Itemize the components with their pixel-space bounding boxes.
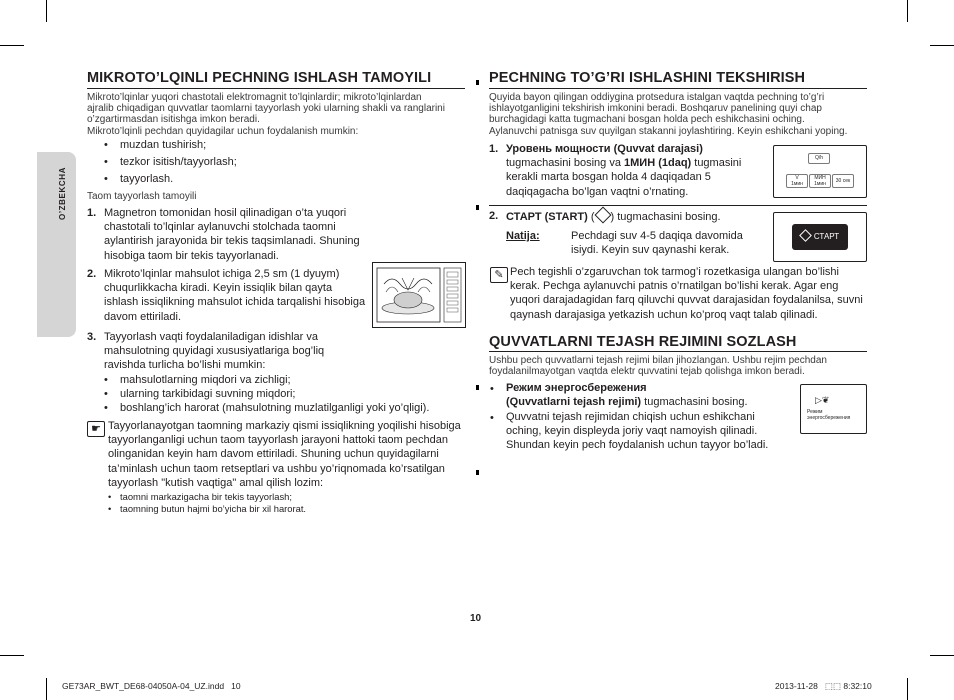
language-side-tab <box>37 152 76 337</box>
center-tick <box>476 80 479 85</box>
crop-mark <box>46 678 47 700</box>
step-text: Уровень мощности (Quvvat darajasi) tugmachasini bosing va 1МИН (1daq) tugmasini kerakli marta bosgan holda 4 daqiqadan 5 daqiqagacha bo’lgan vaqtni o’rnating. <box>506 143 742 198</box>
pointing-hand-icon: ☛ <box>87 421 105 437</box>
center-tick <box>476 385 479 390</box>
power-saving-panel <box>800 384 867 434</box>
power-saving-intro: Ushbu pech quvvatlarni tejash rejimi bilan jihozlangan. Ushbu rejim pechdan foydalanilmayotgan vaqtda elektr quvvatini tejab qolishga imkon beradi. <box>489 355 827 378</box>
note-bullet-item: taomning butun hajmi bo’yicha bir xil harorat. <box>120 503 307 514</box>
heading-rule <box>87 88 465 89</box>
thirty-sec-button[interactable]: 30 сек <box>832 174 854 188</box>
factor-bullet: • <box>104 388 108 400</box>
footer-right: 2013-11-28 ⬚⬚ 8:32:10 <box>775 681 872 691</box>
power-bullet: • <box>490 412 494 424</box>
factor-item: boshlang’ich harorat (mahsulotning muzlatilganligi yoki yo’qligi). <box>120 402 430 414</box>
note-text: Tayyorlanayotgan taomning markaziy qismi issiqlikning yoqilishi hisobiga tayyorlanganligi uchun taom tayyorlash jarayoni hattoki taom pechdan olinganidan keyin ham davom ettiriladi. Shuning uchun quyidagilarni ta’minlash uchun taom retseptlari va ushbu yo’riqnomada ko’rsatilgan tayyorlash "kutish vaqtiga" amal qilish lozim: <box>108 420 461 489</box>
step-number: 2. <box>87 268 97 280</box>
power-bullet: • <box>490 383 494 395</box>
start-button[interactable]: СТАРТ <box>792 224 848 250</box>
crop-mark <box>907 678 908 700</box>
page-number: 10 <box>470 613 482 624</box>
start-diamond-icon <box>799 229 812 242</box>
leaf-icon: ▷❦ <box>815 395 830 405</box>
note-text: Pech tegishli o’zgaruvchan tok tarmog’i rozetkasiga ulangan bo’lishi kerak. Pechga aylanuvchi patnis o’rnatilgan bo’lishi kerak. Agar eng yuqori darajadagidan farq qiluvchi quvvat darajasidan foydalanilsa, suvni qaynash darajasiga yetkazish uchun ko’proq vaqt talab qilinadi. <box>510 266 863 321</box>
factor-bullet: • <box>104 374 108 386</box>
crop-mark <box>0 45 24 46</box>
footer-left: GE73AR_BWT_DE68-04050A-04_UZ.indd 10 <box>62 681 241 691</box>
crop-mark <box>46 0 47 22</box>
one-min-button-b[interactable]: MИН 1мин <box>809 174 831 188</box>
use-item: tezkor isitish/tayyorlash; <box>120 156 237 168</box>
factor-bullet: • <box>104 402 108 414</box>
step-text: Magnetron tomonidan hosil qilinadigan o’ta yuqori chastotali to’lqinlar aylanuvchi stolchada taomni aylantirish jarayonida bir tekis taqsimlanadi. Shuning hisobiga taom bir tekis tayyorlanadi. <box>104 207 360 262</box>
one-min-button-a[interactable]: V 1мин <box>786 174 808 188</box>
step-text: Mikroto’lqinlar mahsulot ichiga 2,5 sm (1 dyuym) chuqurlikkacha kiradi. Keyin issiqlik bilan qayta ishlash issiqlikning mahsulot ichida tarqalishi hisobiga davom ettiriladi. <box>104 268 366 323</box>
start-panel <box>773 212 867 262</box>
factor-item: ularning tarkibidagi suvning miqdori; <box>120 388 296 400</box>
crop-mark <box>907 0 908 22</box>
start-icon <box>594 207 611 224</box>
step-number: 1. <box>87 207 97 219</box>
heading-rule <box>489 88 867 89</box>
crop-mark <box>930 655 954 656</box>
step-rule <box>489 205 867 206</box>
power-level-panel <box>773 145 867 198</box>
heading-rule <box>489 351 867 352</box>
right-intro: Quyida bayon qilingan oddiygina protsedura istalgan vaqtda pechning to’g’ri ishlayotganligini tekshirish imkonini beradi. Boshqaruv panelining quyi chap burchagidagi katta tugmachani bosgan holda pech eshikchasini oching. Aylanuvchi patnisga suv quyilgan stakanni joylashtiring. Keyin eshikchani yoping. <box>489 92 848 137</box>
power-saving-heading: QUVVATLARNI TEJASH REJIMINI SOZLASH <box>489 334 797 350</box>
note-icon: ✎ <box>490 267 508 283</box>
step-number: 1. <box>489 143 499 155</box>
crop-mark <box>930 45 954 46</box>
factor-item: mahsulotlarning miqdori va zichligi; <box>120 374 291 386</box>
sub-title: Taom tayyorlash tamoyili <box>87 191 197 202</box>
center-tick <box>476 470 479 475</box>
note-bullet: • <box>108 491 112 502</box>
power-bullet-text: Режим энергосбережения (Quvvatlarni tejash rejimi) tugmachasini bosing. <box>506 382 748 409</box>
natija-label: Natija: <box>506 230 540 242</box>
left-intro: Mikroto’lqinlar yuqori chastotali elektromagnit to’lqinlardir; mikroto’lqinlardan ajralib chiqadigan quvvatlar taomlarni tayyorlash yoki ularning shakli va ranglarini o’zgartirmasdan isitishga imkon beradi. Mikroto’lqinli pechdan quyidagilar uchun foydalanish mumkin: <box>87 92 445 137</box>
step-number: 3. <box>87 331 97 343</box>
use-bullet: • <box>104 173 108 185</box>
step-text: Tayyorlash vaqti foydalaniladigan idishlar va mahsulotning quyidagi xususiyatlariga bog’liq ravishda turlicha bo’lishi mumkin: <box>104 331 325 372</box>
note-bullet-item: taomni markazigacha bir tekis tayyorlash; <box>120 491 292 502</box>
microwave-illustration <box>372 262 466 328</box>
power-bullet-text: Quvvatni tejash rejimidan chiqish uchun eshikchani oching, keyin displeyda joriy vaqt namoyish qilinadi. Shundan keyin pech foydalanish uchun tayyor bo’ladi. <box>506 411 769 452</box>
power-saving-button[interactable]: ▷❦ Режим энергосбережения <box>807 395 851 421</box>
left-heading: MIKROTO’LQINLI PECHNING ISHLASH TAMOYILI <box>87 70 432 86</box>
power-level-button[interactable]: Q/h <box>808 153 830 164</box>
use-bullet: • <box>104 156 108 168</box>
step-number: 2. <box>489 210 499 222</box>
crop-mark <box>0 655 24 656</box>
use-bullet: • <box>104 139 108 151</box>
right-heading: PECHNING TO’G’RI ISHLASHINI TEKSHIRISH <box>489 70 806 86</box>
natija-text: Pechdagi suv 4-5 daqiqa davomida isiydi. Keyin suv qaynashi kerak. <box>571 230 743 257</box>
center-tick <box>476 205 479 210</box>
step-text: СТАРТ (START) ( ) tugmachasini bosing. <box>506 209 721 224</box>
language-label: O’ZBEKCHA <box>58 167 67 220</box>
use-item: tayyorlash. <box>120 173 174 185</box>
use-item: muzdan tushirish; <box>120 139 207 151</box>
note-bullet: • <box>108 503 112 514</box>
